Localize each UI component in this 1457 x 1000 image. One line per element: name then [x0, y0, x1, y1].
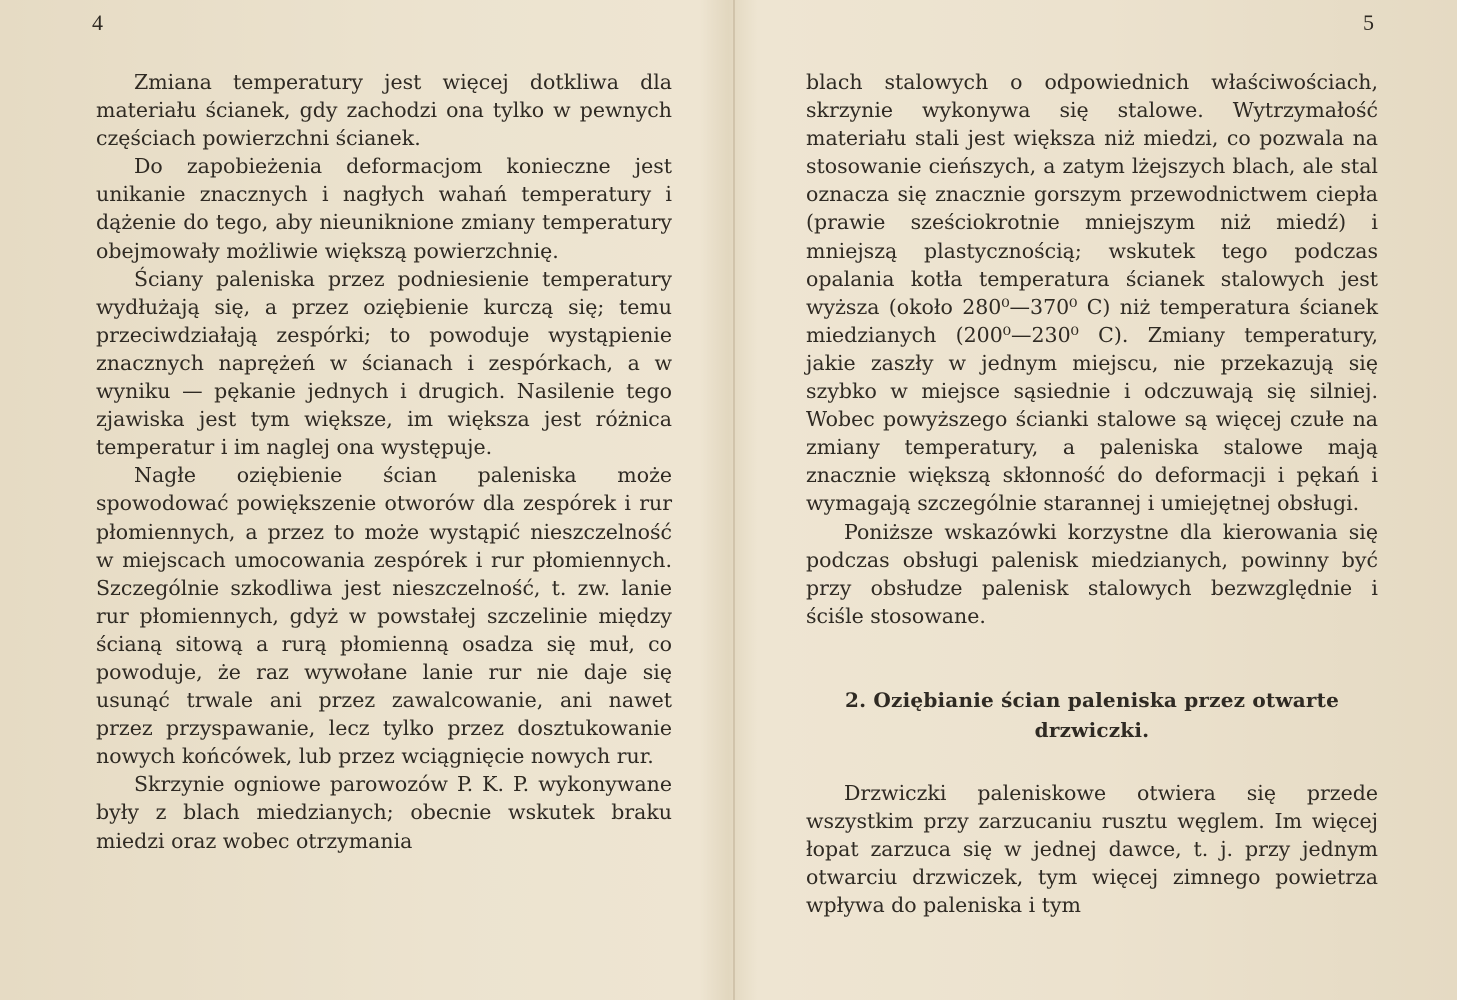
- paragraph: Drzwiczki paleniskowe otwiera się przede wszystkim przy zarzucaniu rusztu węglem. Im więcej łopat zarzuca się w jednej dawce, t. j. przy jednym otwarciu drzwiczek, tym więcej zimnego powietrza wpływa do paleniska i tym: [806, 780, 1378, 918]
- paragraph: Skrzynie ogniowe parowozów P. K. P. wykonywane były z blach miedzianych; obecnie wskutek braku miedzi oraz wobec otrzymania: [96, 772, 672, 853]
- paragraph: Ściany paleniska przez podniesienie temperatury wydłużają się, a przez oziębienie kurczą się; temu przeciwdziałają zespórki; to powoduje wystąpienie znacznych naprężeń w ścianach i zespórkach, a w wyniku — pękanie jednych i drugich. Nasilenie tego zjawiska jest tym większe, im większa jest różnica temperatur i im naglej ona występuje.: [96, 266, 672, 460]
- paragraph: Nagłe oziębienie ścian paleniska może spowodować powiększenie otworów dla zespórek i rur płomiennych, a przez to może wystąpić nieszczelność w miejscach umocowania zespórek i rur płomiennych. Szczególnie szkodliwa jest nieszczelność, t. zw. lanie rur płomiennych, gdyż w powstałej szczelinie między ścianą sitową a rurą płomienną osadza się muł, co powoduje, że raz wywołane lanie rur nie daje się usunąć trwale ani przez zawalcowanie, ani nawet przez przyspawanie, lecz tylko przez dosztukowanie nowych końcówek, lub przez wciągnięcie nowych rur.: [96, 463, 672, 769]
- page-number-left: 4: [92, 10, 103, 35]
- left-page: [96, 68, 672, 855]
- page-number-right: 5: [1363, 10, 1374, 35]
- section-heading: 2. Oziębianie ścian paleniska przez otwarte drzwiczki.: [844, 687, 1340, 742]
- paragraph: Zmiana temperatury jest więcej dotkliwa dla materiału ścianek, gdy zachodzi ona tylko w pewnych częściach powierzchni ścianek.: [96, 70, 672, 151]
- right-page: [806, 68, 1378, 919]
- paragraph: Do zapobieżenia deformacjom konieczne jest unikanie znacznych i nagłych wahań temperatury i dążenie do tego, aby nieuniknione zmiany temperatury obejmowały możliwie większą powierzchnię.: [96, 154, 672, 263]
- page-fold: [733, 0, 735, 1000]
- paragraph: Poniższe wskazówki korzystne dla kierowania się podczas obsługi palenisk miedzianych, powinny być przy obsłudze palenisk stalowych bezwzględnie i ściśle stosowane.: [806, 519, 1378, 628]
- paragraph-continued: blach stalowych o odpowiednich właściwościach, skrzynie wykonywa się stalowe. Wytrzymałość materiału stali jest większa niż miedzi, co pozwala na stosowanie cieńszych, a zatym lżejszych blach, ale stal oznacza się znacznie gorszym przewodnictwem ciepła (prawie sześciokrotnie mniejszym niż miedź) i mniejszą plastycznością; wskutek tego podczas opalania kotła temperatura ścianek stalowych jest wyższa (około 280⁰—370⁰ C) niż temperatura ścianek miedzianych (200⁰—230⁰ C). Zmiany temperatury, jakie zaszły w jednym miejscu, nie przekazują się szybko w miejsce sąsiednie i odczuwają się silniej. Wobec powyższego ścianki stalowe są więcej czułe na zmiany temperatury, a paleniska stalowe mają znacznie większą skłonność do deformacji i pękań i wymagają szczególnie starannej i umiejętnej obsługi.: [806, 70, 1378, 516]
